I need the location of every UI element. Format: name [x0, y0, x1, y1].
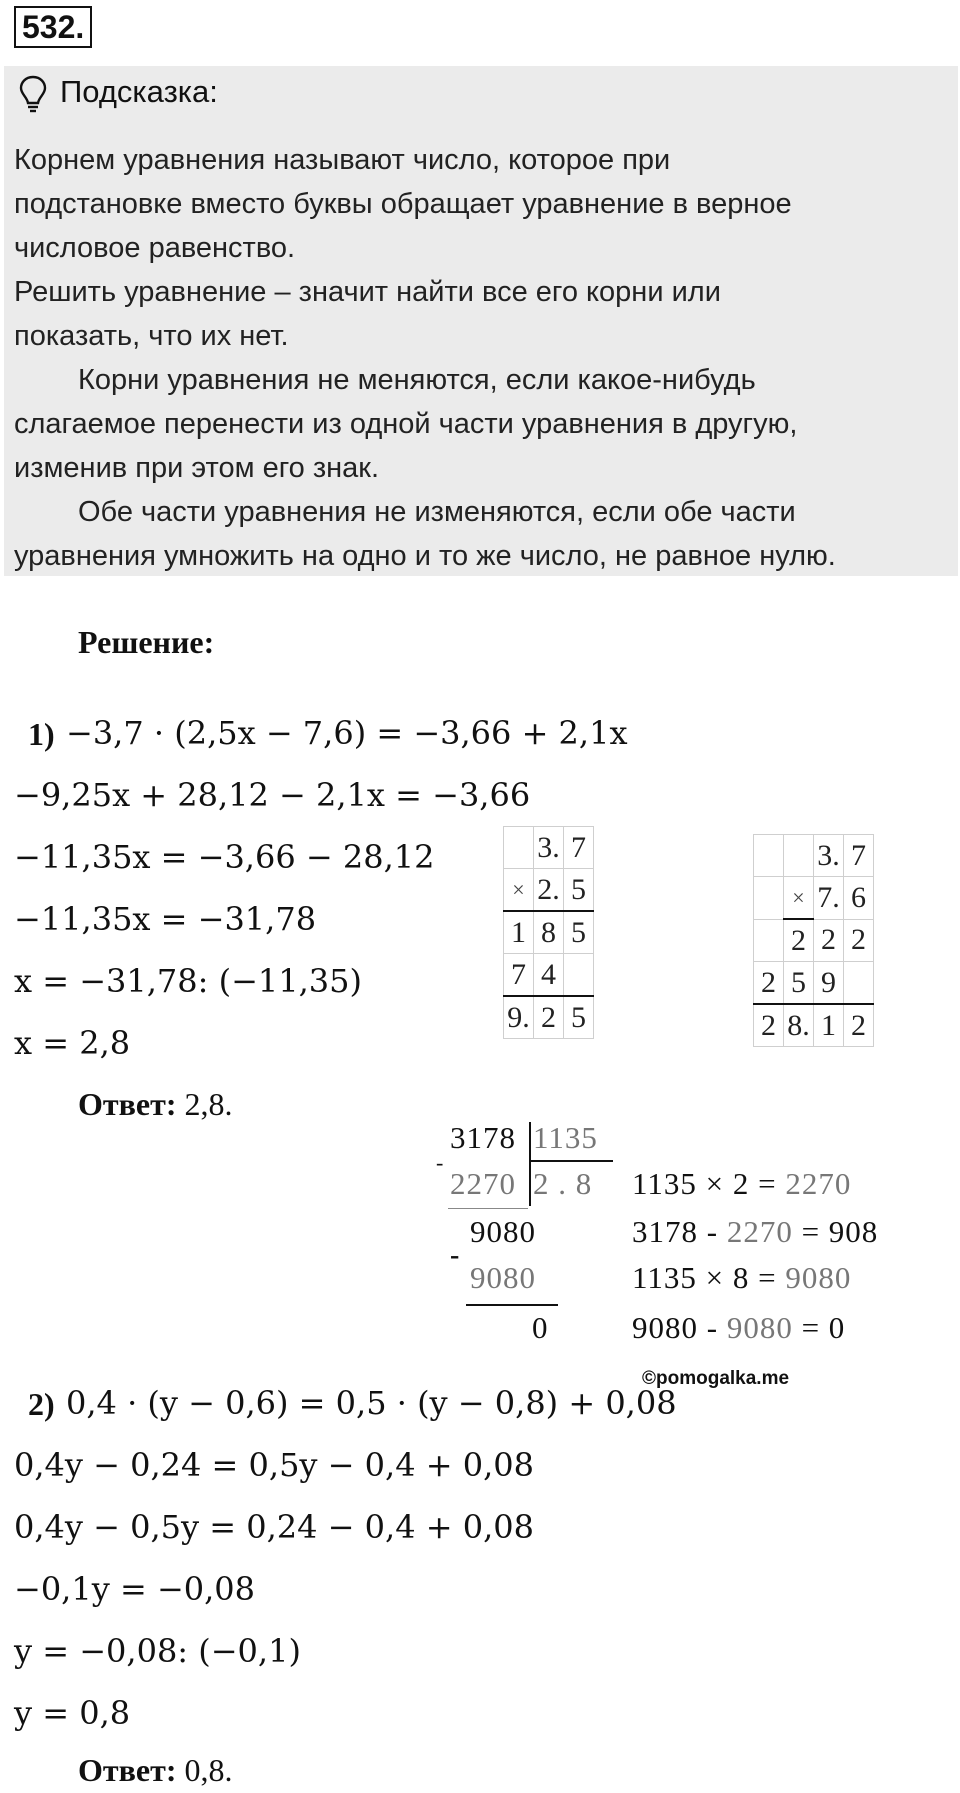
- division-note: [632, 1260, 851, 1296]
- grid-cell: 2: [754, 1004, 784, 1047]
- grid-cell: 2.: [534, 869, 564, 912]
- grid-cell: 2: [844, 1004, 874, 1047]
- grid-cell: [754, 877, 784, 920]
- answer-label: Ответ:: [78, 1086, 177, 1122]
- division-bar: [529, 1160, 613, 1162]
- lightbulb-icon: [18, 74, 48, 114]
- part1-step: x = 2,8: [14, 1024, 131, 1062]
- hint-line: Корни уравнения не меняются, если какое-нибудь: [78, 364, 756, 396]
- grid-cell: 7: [564, 827, 594, 869]
- note-text: 9080 -: [632, 1310, 727, 1345]
- solution-heading: Решение:: [78, 624, 215, 660]
- subtrahend-2: 9080: [470, 1260, 536, 1295]
- division-vertical-line: [529, 1122, 531, 1206]
- dividend: 3178: [450, 1120, 516, 1155]
- hint-line: уравнения умножить на одно и то же число, не равное нулю.: [14, 540, 836, 572]
- grid-cell: 5: [564, 911, 594, 954]
- grid-cell: 5: [564, 869, 594, 912]
- grid-cell: 5: [784, 962, 814, 1005]
- hint-line: подстановке вместо буквы обращает уравнение в верное: [14, 188, 792, 220]
- note-text: = 908: [792, 1214, 879, 1249]
- minus-sign: -: [450, 1240, 461, 1271]
- hint-line: показать, что их нет.: [14, 320, 289, 352]
- hint-line: Корнем уравнения называют число, которое при: [14, 144, 671, 176]
- grid-cell: 7.: [814, 877, 844, 920]
- grid-cell: ×: [504, 869, 534, 912]
- grid-cell: 9: [814, 962, 844, 1005]
- hint-line: числовое равенство.: [14, 232, 296, 264]
- division-underline: [466, 1304, 558, 1306]
- answer-value: 2,8.: [184, 1086, 233, 1122]
- part2-step: 0,4y − 0,24 = 0,5y − 0,4 + 0,08: [14, 1446, 534, 1484]
- note-value: 2270: [726, 1214, 793, 1249]
- grid-cell: 5: [564, 996, 594, 1039]
- grid-cell: [504, 827, 534, 869]
- grid-cell: 2: [534, 996, 564, 1039]
- part2-equation: 0,4 · (y − 0,6) = 0,5 · (y − 0,8) + 0,08: [66, 1384, 677, 1422]
- minus-sign: -: [436, 1150, 445, 1175]
- remainder-1: 9080: [470, 1214, 536, 1249]
- note-value: 9080: [785, 1260, 852, 1295]
- hint-line: Обе части уравнения не изменяются, если обе части: [78, 496, 796, 528]
- part1-label: 1): [28, 716, 55, 752]
- division-note: [632, 1214, 878, 1250]
- note-text: 1135 × 8 =: [632, 1260, 786, 1295]
- part1-step: x = −31,78: (−11,35): [14, 962, 362, 1000]
- grid-cell: 2: [814, 919, 844, 962]
- grid-cell: 3.: [814, 835, 844, 877]
- part1-step: −9,25x + 28,12 − 2,1x = −3,66: [14, 776, 531, 814]
- note-text: = 0: [792, 1310, 846, 1345]
- watermark: ©pomogalka.me: [642, 1368, 790, 1389]
- part2-step: 0,4y − 0,5y = 0,24 − 0,4 + 0,08: [14, 1508, 534, 1546]
- multiplication-grid-1: [503, 826, 594, 1039]
- quotient: 2 . 8: [533, 1166, 593, 1201]
- part2-label: 2): [28, 1386, 55, 1422]
- grid-cell: [844, 962, 874, 1005]
- part2-step: −0,1y = −0,08: [14, 1570, 255, 1608]
- part1-answer: [78, 1086, 232, 1123]
- part1-step: −11,35x = −3,66 − 28,12: [14, 838, 435, 876]
- multiplication-grid-2: [753, 834, 874, 1047]
- division-underline: [448, 1208, 528, 1209]
- part1-step: −11,35x = −31,78: [14, 900, 317, 938]
- hint-title: Подсказка:: [60, 74, 218, 109]
- hint-line: слагаемое перенести из одной части уравнения в другую,: [14, 408, 798, 440]
- grid-cell: [754, 919, 784, 962]
- grid-cell: [784, 835, 814, 877]
- grid-cell: 4: [534, 954, 564, 997]
- grid-cell: 1: [814, 1004, 844, 1047]
- grid-cell: [564, 954, 594, 997]
- grid-cell: 8: [534, 911, 564, 954]
- divisor: 1135: [533, 1120, 598, 1155]
- grid-cell: 8.: [784, 1004, 814, 1047]
- part2-answer: [78, 1752, 232, 1789]
- grid-cell: 7: [844, 835, 874, 877]
- hint-line: Решить уравнение – значит найти все его корни или: [14, 276, 721, 308]
- grid-cell: 2: [784, 919, 814, 962]
- grid-cell: ×: [784, 877, 814, 920]
- task-number: 532.: [14, 6, 92, 48]
- subtrahend-1: 2270: [450, 1166, 516, 1201]
- note-value: 2270: [785, 1166, 852, 1201]
- grid-cell: 7: [504, 954, 534, 997]
- note-value: 9080: [726, 1310, 793, 1345]
- answer-label: Ответ:: [78, 1752, 177, 1788]
- remainder-2: 0: [532, 1310, 549, 1345]
- grid-cell: 6: [844, 877, 874, 920]
- grid-cell: 2: [754, 962, 784, 1005]
- part2-step: y = 0,8: [14, 1694, 131, 1732]
- grid-cell: 2: [844, 919, 874, 962]
- answer-value: 0,8.: [184, 1752, 233, 1788]
- division-note: [632, 1310, 845, 1346]
- hint-line: изменив при этом его знак.: [14, 452, 380, 484]
- grid-cell: 9.: [504, 996, 534, 1039]
- division-note: [632, 1166, 851, 1202]
- note-text: 3178 -: [632, 1214, 727, 1249]
- grid-cell: 1: [504, 911, 534, 954]
- part1-equation: −3,7 · (2,5x − 7,6) = −3,66 + 2,1x: [66, 714, 628, 752]
- grid-cell: 3.: [534, 827, 564, 869]
- note-text: 1135 × 2 =: [632, 1166, 786, 1201]
- part2-step: y = −0,08: (−0,1): [14, 1632, 301, 1670]
- grid-cell: [754, 835, 784, 877]
